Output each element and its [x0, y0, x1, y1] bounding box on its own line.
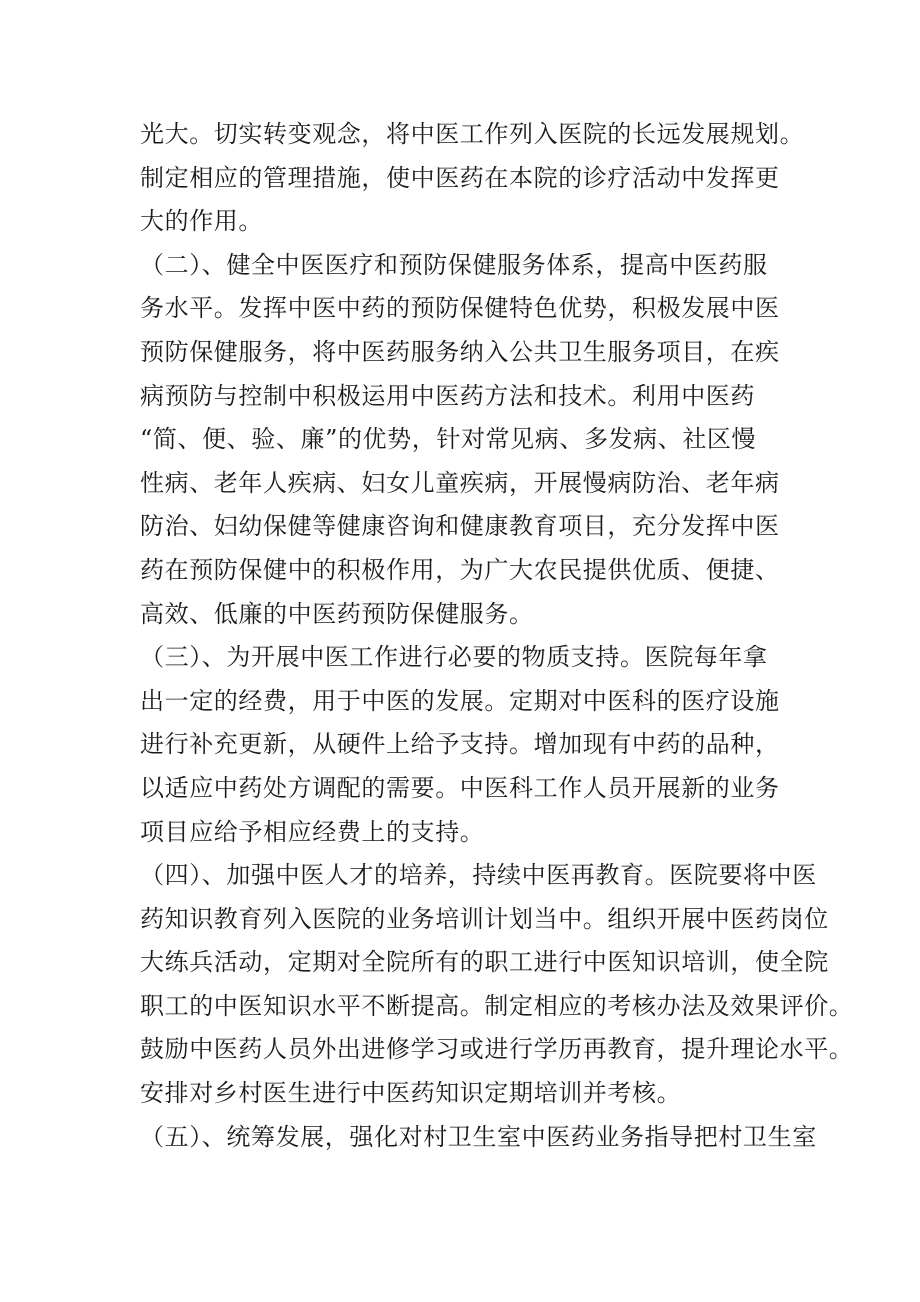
text-line: （五）、统筹发展，强化对村卫生室中医药业务指导把村卫生室 [140, 1122, 817, 1151]
text-line: 出一定的经费，用于中医的发展。定期对中医科的医疗设施 [140, 686, 780, 715]
text-line: （四）、加强中医人才的培养，持续中医再教育。医院要将中医 [140, 861, 817, 890]
text-line: 药在预防保健中的积极作用，为广大农民提供优质、便捷、 [140, 555, 780, 584]
text-line: 病预防与控制中积极运用中医药方法和技术。利用中医药 [140, 381, 755, 410]
text-line: 进行补充更新，从硬件上给予支持。增加现有中药的品种， [140, 730, 780, 759]
text-line: 防治、妇幼保健等健康咨询和健康教育项目，充分发挥中医 [140, 512, 780, 541]
text-line: 务水平。发挥中医中药的预防保健特色优势，积极发展中医 [140, 294, 780, 323]
text-line: 制定相应的管理措施，使中医药在本院的诊疗活动中发挥更 [140, 163, 780, 192]
document-body [140, 113, 854, 1159]
text-line: 项目应给予相应经费上的支持。 [140, 817, 485, 846]
text-line: 大练兵活动，定期对全院所有的职工进行中医知识培训，使全院 [140, 948, 829, 977]
text-line: 高效、低廉的中医药预防保健服务。 [140, 599, 534, 628]
text-line: 药知识教育列入医院的业务培训计划当中。组织开展中医药岗位 [140, 904, 829, 933]
text-line: “简、便、验、廉”的优势，针对常见病、多发病、社区慢 [140, 425, 757, 454]
text-line: 鼓励中医药人员外出进修学习或进行学历再教育，提升理论水平。 [140, 1035, 854, 1064]
text-line: （二）、健全中医医疗和预防保健服务体系，提高中医药服 [140, 250, 768, 279]
text-line: 职工的中医知识水平不断提高。制定相应的考核办法及效果评价。 [140, 991, 854, 1020]
text-line: 以适应中药处方调配的需要。中医科工作人员开展新的业务 [140, 773, 780, 802]
text-line: 预防保健服务，将中医药服务纳入公共卫生服务项目，在疾 [140, 337, 780, 366]
text-line: （三）、为开展中医工作进行必要的物质支持。医院每年拿 [140, 643, 768, 672]
text-line: 性病、老年人疾病、妇女儿童疾病，开展慢病防治、老年病 [140, 468, 780, 497]
text-line: 大的作用。 [140, 207, 263, 236]
text-line: 光大。切实转变观念，将中医工作列入医院的长远发展规划。 [140, 120, 805, 148]
text-line: 安排对乡村医生进行中医药知识定期培训并考核。 [140, 1079, 682, 1108]
